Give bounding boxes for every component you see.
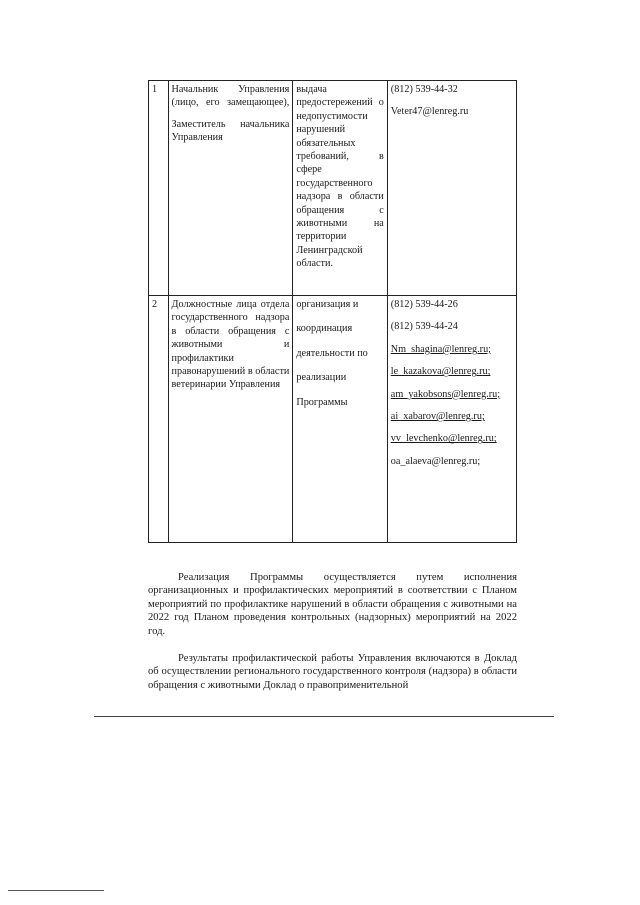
position-cell: [168, 296, 293, 543]
page-divider: [94, 716, 554, 717]
position-text: Начальник Управления (лицо, его замещающее),: [171, 84, 290, 109]
phone-number: (812) 539-44-24: [390, 321, 458, 333]
email-address[interactable]: am_yakobsons@lenreg.ru;: [390, 388, 501, 400]
body-paragraph: Реализация Программы осуществляется путем исполнения организационных и профилактических мероприятий в соответствии с Планом мероприятий по профилактике нарушений в области обращения с животными на 2022 год Планом проведения контрольных (надзорных) мероприятий на 2022 год.: [148, 571, 517, 637]
activity-cell: [293, 81, 387, 296]
email-address[interactable]: vv_levchenko@lenreg.ru;: [390, 433, 497, 445]
body-paragraph: Результаты профилактической работы Управления включаются в Доклад об осуществлении регионального государственного контроля (надзора) в области обращения с животными Доклад о правоприменительной: [148, 652, 517, 691]
position-cell: [168, 81, 293, 296]
position-text: Заместитель начальника Управления: [171, 118, 290, 144]
responsibility-table: [148, 80, 517, 543]
email-address[interactable]: Nm_shagina@lenreg.ru;: [390, 343, 491, 355]
activity-line: деятельности по: [296, 347, 368, 359]
activity-line: организация и: [296, 299, 359, 310]
email-address[interactable]: Veter47@lenreg.ru: [390, 106, 469, 118]
phone-number: (812) 539-44-32: [390, 84, 458, 95]
table-row: [149, 81, 517, 296]
position-text: Должностные лица отдела государственного надзора в области обращения с животными и профилактики правонарушений в области ветеринарии Управления: [171, 299, 290, 391]
table-row: [149, 296, 517, 543]
email-address[interactable]: ai_xabarov@lenreg.ru;: [390, 411, 485, 423]
phone-number: (812) 539-44-26: [390, 299, 458, 310]
activity-line: координация: [296, 323, 353, 335]
footer-divider: [8, 890, 104, 891]
contacts-cell: [387, 81, 516, 296]
row-number: 1: [149, 81, 169, 296]
activity-line: Программы: [296, 396, 348, 408]
activity-line: реализации: [296, 372, 347, 384]
contacts-cell: [387, 296, 516, 543]
email-address[interactable]: le_kazakova@lenreg.ru;: [390, 366, 491, 378]
activity-text: выдача предостережений о недопустимости нарушений обязательных требований, в сфере государственного надзора в области обращения с животными на территории Ленинградской области.: [296, 84, 384, 270]
activity-cell: [293, 296, 387, 543]
email-address[interactable]: oa_alaeva@lenreg.ru;: [390, 455, 481, 467]
row-number: 2: [149, 296, 169, 543]
